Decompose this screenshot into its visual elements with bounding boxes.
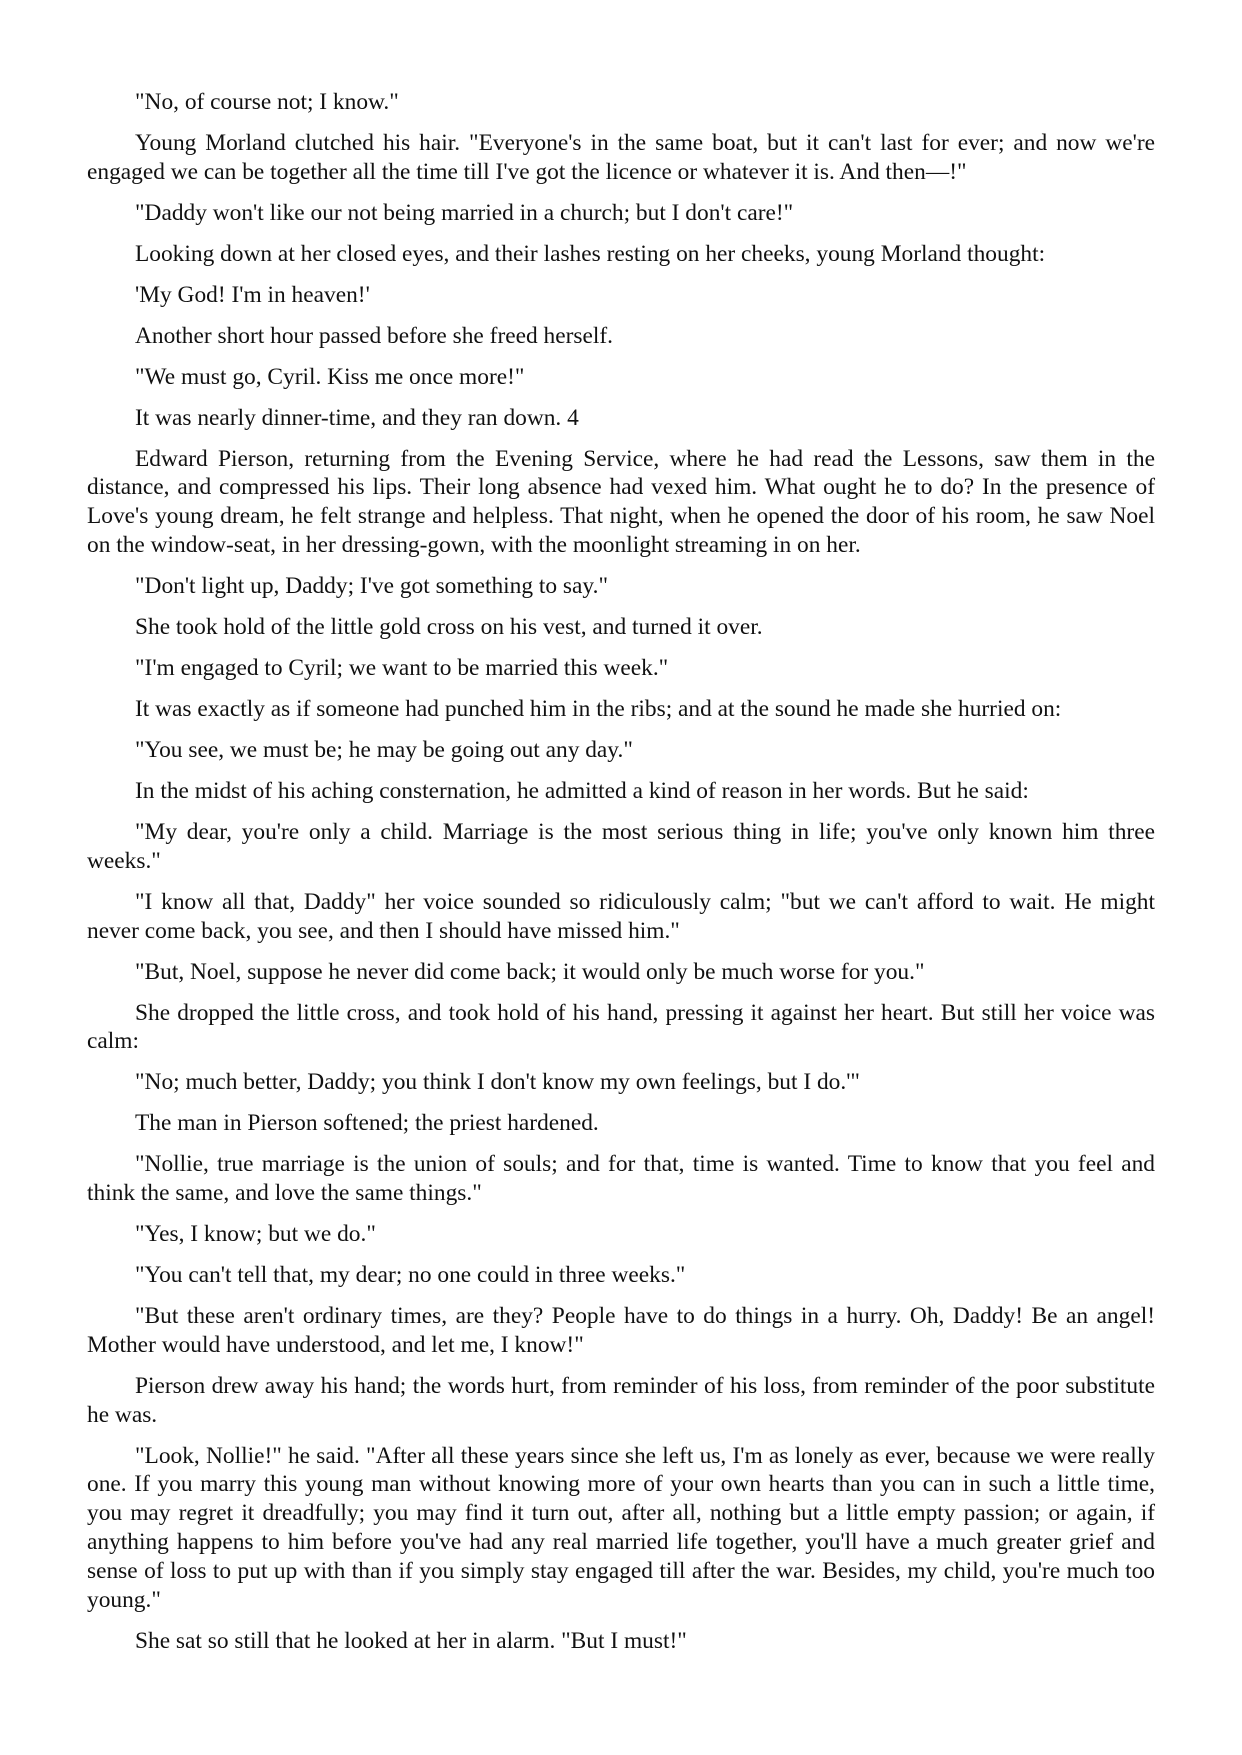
paragraph: The man in Pierson softened; the priest hardened. — [135, 1110, 599, 1137]
paragraph: "Yes, I know; but we do." — [135, 1221, 376, 1248]
paragraph: "No, of course not; I know." — [135, 89, 399, 115]
paragraph: "Don't light up, Daddy; I've got something to say." — [135, 573, 608, 600]
paragraph: "But, Noel, suppose he never did come back; it would only be much worse for you." — [135, 958, 925, 985]
paragraph: "But these aren't ordinary times, are they? People have to do things in a hurry. Oh, Daddy! Be an angel! Mother would have understood, and let me, I know!" — [87, 1303, 1155, 1358]
paragraph: It was exactly as if someone had punched him in the ribs; and at the sound he made she hurried on: — [135, 696, 1062, 722]
paragraph: She sat so still that he looked at her in alarm. "But I must!" — [135, 1627, 687, 1654]
paragraph: "We must go, Cyril. Kiss me once more!" — [135, 363, 525, 390]
paragraph: 'My God! I'm in heaven!' — [135, 281, 370, 308]
paragraph: Edward Pierson, returning from the Evening Service, where he had read the Lessons, saw them in the distance, and compressed his lips. Their long absence had vexed him. What ought he to do? In the presence of Love's young dream, he felt strange and helpless. That night, when he opened the door of his room, he saw Noel on the window-seat, in her dressing-gown, with the moonlight streaming in on her. — [87, 445, 1155, 559]
paragraph: "You see, we must be; he may be going out any day." — [135, 736, 633, 763]
paragraph: "I know all that, Daddy" her voice sounded so ridiculously calm; "but we can't afford to wait. He might never come back, you see, and then I should have missed him." — [87, 888, 1155, 944]
paragraph: She took hold of the little gold cross on his vest, and turned it over. — [135, 614, 763, 641]
paragraph: She dropped the little cross, and took hold of his hand, pressing it against her heart. But still her voice was calm: — [87, 999, 1155, 1055]
paragraph: It was nearly dinner-time, and they ran down. 4 — [135, 404, 579, 431]
paragraph: Looking down at her closed eyes, and their lashes resting on her cheeks, young Morland thought: — [135, 240, 1046, 267]
paragraph: Pierson drew away his hand; the words hurt, from reminder of his loss, from reminder of the poor substitute he was. — [87, 1372, 1155, 1428]
paragraph: "Look, Nollie!" he said. "After all these years since she left us, I'm as lonely as ever, because we were really one. If you marry this young man without knowing more of your own hearts than you can in such a little time, you may regret it dreadfully; you may find it turn out, after all, nothing but a little empty passion; or again, if anything happens to him before you've had any real married life together, you'll have a much greater grief and sense of loss to put up with than if you simply stay engaged till after the war. Besides, my child, you're much too young." — [87, 1442, 1155, 1613]
page-body — [87, 88, 1155, 1668]
paragraph: "My dear, you're only a child. Marriage is the most serious thing in life; you've only known him three weeks." — [87, 818, 1155, 874]
paragraph: "No; much better, Daddy; you think I don't know my own feelings, but I do.'" — [135, 1069, 860, 1096]
paragraph: Young Morland clutched his hair. "Everyone's in the same boat, but it can't last for ever; and now we're engaged we can be together all the time till I've got the licence or whatever it is. And then—!" — [87, 129, 1155, 185]
paragraph: In the midst of his aching consternation, he admitted a kind of reason in her words. But he said: — [135, 777, 1029, 804]
paragraph: "Nollie, true marriage is the union of souls; and for that, time is wanted. Time to know that you feel and think the same, and love the same things." — [87, 1151, 1155, 1207]
paragraph: "I'm engaged to Cyril; we want to be married this week." — [135, 655, 669, 682]
paragraph: "Daddy won't like our not being married in a church; but I don't care!" — [135, 199, 794, 226]
paragraph: "You can't tell that, my dear; no one could in three weeks." — [135, 1262, 686, 1289]
paragraph: Another short hour passed before she freed herself. — [135, 322, 614, 349]
